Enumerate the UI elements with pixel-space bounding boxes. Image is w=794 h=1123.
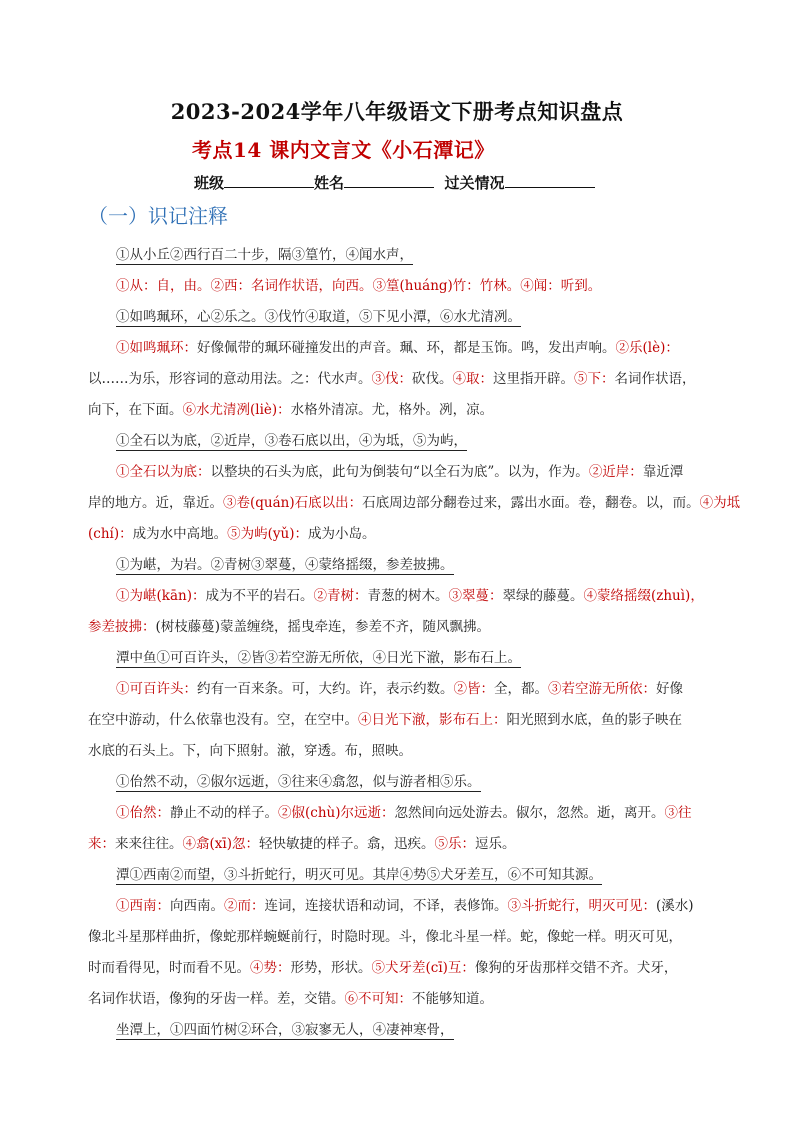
text-segment: 不能够知道。 bbox=[412, 991, 493, 1007]
text-segment: 青葱的树木。 bbox=[367, 588, 449, 604]
annotation-continuation-line bbox=[88, 736, 722, 767]
highlighted-term: ③翠蔓： bbox=[448, 588, 503, 604]
text-segment: 成为水中高地。 bbox=[132, 526, 228, 542]
annotation-line bbox=[88, 798, 722, 829]
pass-label: 过关情况 bbox=[444, 174, 505, 192]
highlighted-term: ①佁然： bbox=[116, 805, 170, 821]
highlighted-term: ②俶(chù)尔远逝： bbox=[278, 805, 395, 821]
source-text-line bbox=[88, 302, 722, 333]
highlighted-term: ⑤为屿(yǔ)： bbox=[227, 526, 308, 542]
highlighted-term: (chí)： bbox=[88, 526, 133, 542]
section-heading: （一）识记注释 bbox=[88, 204, 228, 228]
highlighted-term: ②近岸： bbox=[588, 464, 643, 480]
text-segment: 成为不平的岩石。 bbox=[205, 588, 314, 604]
annotation-continuation-line bbox=[88, 922, 722, 953]
text-segment: 砍伐。 bbox=[412, 371, 453, 387]
annotation-line bbox=[88, 674, 722, 705]
highlighted-term: ④势： bbox=[250, 960, 291, 976]
text-segment: 以整块的石头为底，此句为倒装句“以全石为底”。以为，作为。 bbox=[210, 464, 589, 480]
text-segment: 好像 bbox=[656, 681, 683, 697]
text-segment: ①佁然不动，②俶尔远逝，③往来④翕忽，似与游者相⑤乐。 bbox=[116, 774, 481, 790]
highlighted-term: 参差披拂： bbox=[88, 619, 156, 635]
text-segment: ①为嵁，为岩。②青树③翠蔓，④蒙络摇缀，参差披拂。 bbox=[116, 557, 454, 573]
annotation-continuation-line bbox=[88, 519, 722, 550]
highlighted-term: ①为嵁(kān)： bbox=[116, 588, 206, 604]
text-segment: 这里指开辟。 bbox=[493, 371, 574, 387]
highlighted-term: ⑤乐： bbox=[434, 836, 475, 852]
highlighted-term: ③伐： bbox=[371, 371, 412, 387]
highlighted-term: ④取： bbox=[452, 371, 493, 387]
annotation-line bbox=[88, 891, 722, 922]
text-segment: 轻快敏捷的样子。翕，迅疾。 bbox=[258, 836, 435, 852]
annotation-continuation-line bbox=[88, 395, 722, 426]
highlighted-term: ⑥不可知： bbox=[344, 991, 412, 1007]
highlighted-term: ①全石以为底： bbox=[116, 464, 211, 480]
annotation-line bbox=[88, 333, 722, 364]
source-text-line bbox=[88, 550, 722, 581]
text-segment: 靠近潭 bbox=[642, 464, 684, 480]
text-segment: 在空中游动，什么依靠也没有。空，在空中。 bbox=[88, 712, 358, 728]
class-label: 班级 bbox=[194, 174, 225, 192]
student-info-line bbox=[194, 172, 595, 193]
text-segment: (树枝藤蔓)蒙盖缠绕，摇曳牵连，参差不齐，随风飘拂。 bbox=[155, 619, 491, 635]
highlighted-term: ②皆： bbox=[453, 681, 494, 697]
text-segment: 成为小岛。 bbox=[307, 526, 376, 542]
annotation-continuation-line bbox=[88, 984, 722, 1015]
text-segment: 形势，形状。 bbox=[290, 960, 372, 976]
source-text-line bbox=[88, 426, 722, 457]
highlighted-term: ④蒙络摇缀(zhuì)， bbox=[583, 588, 704, 604]
annotation-line bbox=[88, 457, 722, 488]
source-text-line bbox=[88, 860, 722, 891]
text-segment: 坐潭上，①四面竹树②环合，③寂寥无人，④凄神寒骨， bbox=[116, 1022, 454, 1038]
text-segment: 好像佩带的珮环碰撞发出的声音。珮、环，都是玉饰。鸣，发出声响。 bbox=[197, 340, 616, 356]
text-segment: 潭①西南②而望，③斗折蛇行，明灭可见。其岸④势⑤犬牙差互，⑥不可知其源。 bbox=[116, 867, 602, 883]
text-segment: 忽然间向远处游去。俶尔，忽然。逝，离开。 bbox=[394, 805, 665, 821]
annotation-continuation-line bbox=[88, 705, 722, 736]
text-segment: ①全石以为底，②近岸，③卷石底以出，④为坻，⑤为屿， bbox=[116, 433, 467, 449]
text-segment: 向西南。 bbox=[170, 898, 224, 914]
text-segment: 潭中鱼①可百许头，②皆③若空游无所依，④日光下澈，影布石上。 bbox=[116, 650, 521, 666]
highlighted-term: ⑤下： bbox=[574, 371, 615, 387]
name-blank[interactable] bbox=[344, 173, 434, 188]
text-segment: ①如鸣珮环，心②乐之。③伐竹④取道，⑤下见小潭，⑥水尤清冽。 bbox=[116, 309, 521, 325]
text-segment: 向下，在下面。 bbox=[88, 402, 183, 418]
text-segment: 像北斗星那样曲折，像蛇那样蜿蜒前行，时隐时现。斗，像北斗星一样。蛇，像蛇一样。明灭可见， bbox=[88, 929, 682, 945]
text-segment: 阳光照到水底，鱼的影子映在 bbox=[506, 712, 682, 728]
highlighted-term: ④为坻 bbox=[699, 495, 741, 511]
highlighted-term: ③若空游无所依： bbox=[548, 681, 656, 697]
highlighted-term: ②乐(lè)： bbox=[615, 340, 679, 356]
highlighted-term: ②青树： bbox=[313, 588, 368, 604]
text-segment: 石底周边部分翻卷过来，露出水面。卷，翻卷。以，而。 bbox=[362, 495, 700, 511]
highlighted-term: ①从：自，由。②西：名词作状语，向西。③篁(huáng)竹：竹林。④闻：听到。 bbox=[116, 278, 602, 294]
class-blank[interactable] bbox=[224, 173, 314, 188]
text-segment: 名词作状语，像狗的牙齿一样。差，交错。 bbox=[88, 991, 345, 1007]
highlighted-term: ③往 bbox=[664, 805, 692, 821]
document-title: 2023-2024学年八年级语文下册考点知识盘点 bbox=[170, 99, 624, 124]
name-label: 姓名 bbox=[314, 174, 345, 192]
text-segment: 像狗的牙齿那样交错不齐。犬牙， bbox=[474, 960, 678, 976]
text-segment: 全，都。 bbox=[494, 681, 548, 697]
text-segment: 来来往往。 bbox=[115, 836, 183, 852]
notes-body bbox=[88, 240, 741, 1046]
source-text-line bbox=[88, 1015, 722, 1046]
text-segment: 时而看得见，时而看不见。 bbox=[88, 960, 250, 976]
highlighted-term: ⑤犬牙差(cī)互： bbox=[371, 960, 475, 976]
annotation-continuation-line bbox=[88, 953, 722, 984]
annotation-continuation-line bbox=[88, 364, 722, 395]
text-segment: 逗乐。 bbox=[474, 836, 516, 852]
highlighted-term: ③斗折蛇行，明灭可见： bbox=[507, 898, 656, 914]
annotation-continuation-line bbox=[88, 488, 741, 519]
pass-blank[interactable] bbox=[505, 173, 595, 188]
highlighted-term: ⑥水尤清冽(liè)： bbox=[182, 402, 291, 418]
document-subtitle: 考点14 课内文言文《小石潭记》 bbox=[192, 138, 495, 162]
highlighted-term: 来： bbox=[88, 836, 115, 852]
highlighted-term: ③卷(quán)石底以出： bbox=[223, 495, 363, 511]
highlighted-term: ①可百许头： bbox=[116, 681, 197, 697]
highlighted-term: ①西南： bbox=[116, 898, 170, 914]
text-segment: 约有一百来条。可，大约。许，表示约数。 bbox=[197, 681, 454, 697]
text-segment: 岸的地方。近，靠近。 bbox=[88, 495, 223, 511]
annotation-line bbox=[88, 271, 722, 302]
highlighted-term: ②而： bbox=[224, 898, 265, 914]
text-segment: 名词作状语， bbox=[614, 371, 696, 387]
source-text-line bbox=[88, 643, 722, 674]
annotation-continuation-line bbox=[88, 612, 722, 643]
text-segment: 以……为乐，形容词的意动用法。之：代水声。 bbox=[88, 371, 372, 387]
highlighted-term: ④翕(xī)忽： bbox=[182, 836, 259, 852]
annotation-continuation-line bbox=[88, 829, 722, 860]
text-segment: 连词，连接状语和动词，不译，表修饰。 bbox=[264, 898, 508, 914]
source-text-line bbox=[88, 767, 722, 798]
highlighted-term: ④日光下澈，影布石上： bbox=[358, 712, 507, 728]
annotation-line bbox=[88, 581, 722, 612]
highlighted-term: ①如鸣珮环： bbox=[116, 340, 197, 356]
text-segment: ①从小丘②西行百二十步，隔③篁竹，④闻水声， bbox=[116, 247, 413, 263]
source-text-line bbox=[88, 240, 722, 271]
text-segment: 水底的石头上。下，向下照射。澈，穿透。布，照映。 bbox=[88, 743, 412, 759]
text-segment: 水格外清凉。尤，格外。冽，凉。 bbox=[290, 402, 494, 418]
text-segment: (溪水) bbox=[656, 898, 694, 914]
text-segment: 翠绿的藤蔓。 bbox=[502, 588, 584, 604]
text-segment: 静止不动的样子。 bbox=[170, 805, 278, 821]
